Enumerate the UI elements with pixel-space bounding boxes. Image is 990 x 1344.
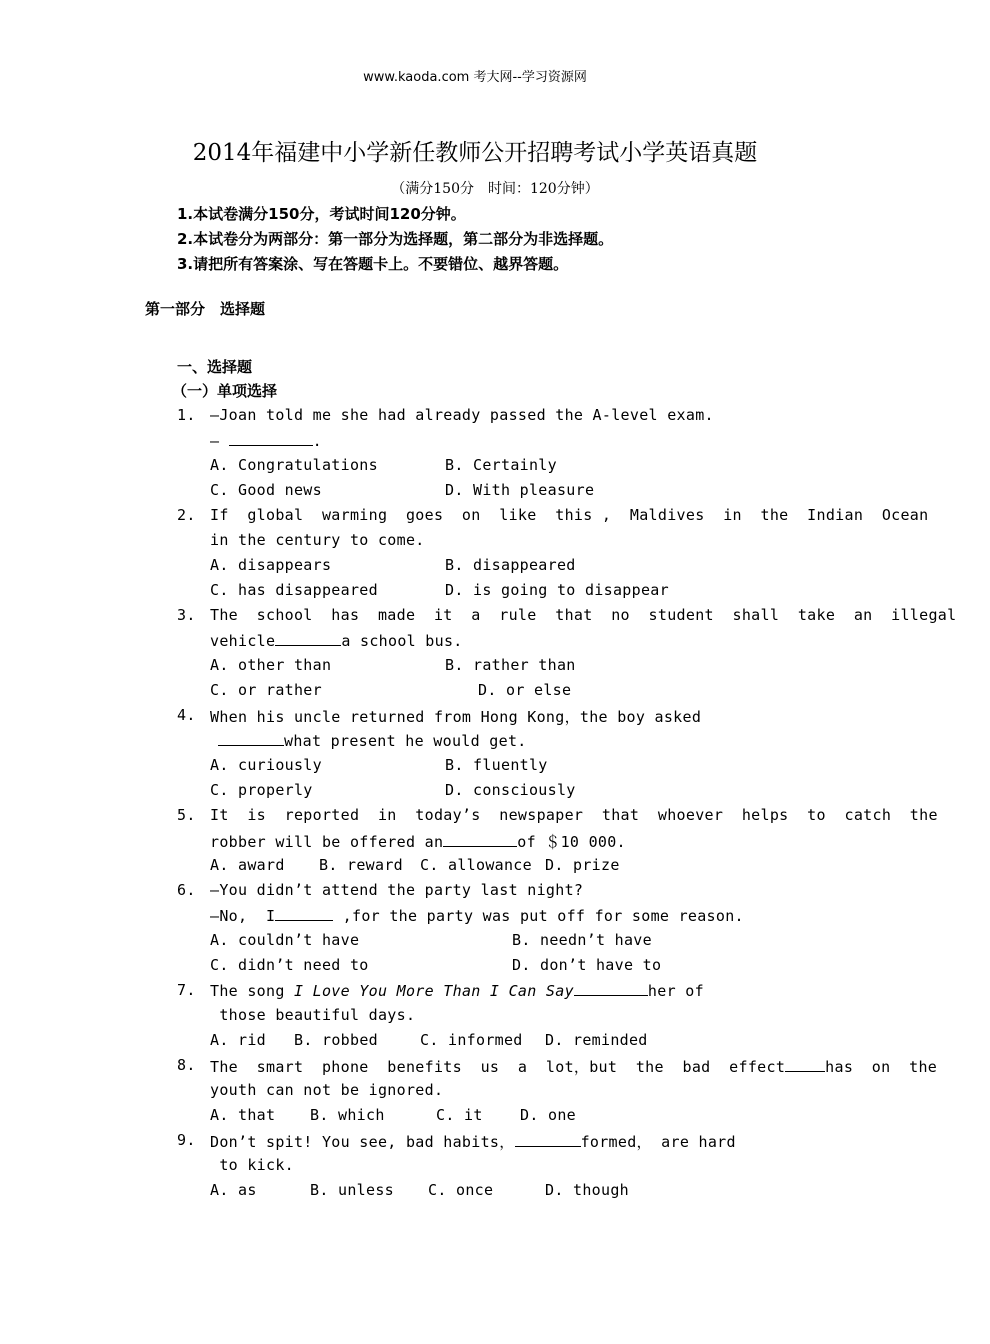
question-line2: youth can not be ignored. (210, 1081, 444, 1099)
option: C. once (428, 1181, 494, 1199)
option: D. don’t have to (512, 956, 662, 974)
option: D. consciously (445, 781, 576, 799)
question-number: 5. (177, 806, 196, 824)
answer-blank (443, 832, 517, 847)
question-stem: The smart phone benefits us a lot，but the bad effect has on the (210, 1058, 938, 1076)
answer-blank (785, 1057, 825, 1072)
option: A. couldn’t have (210, 931, 360, 949)
option: D. With pleasure (445, 481, 595, 499)
instruction-1: 1.本试卷满分150分，考试时间120分钟。 (177, 205, 466, 223)
option: B. unless (310, 1181, 394, 1199)
option: D. or else (478, 681, 572, 699)
question-stem: The school has made it a rule that no student shall take an illegal (210, 606, 957, 624)
answer-blank (218, 731, 284, 746)
question-line2: vehicle a school bus. (210, 632, 463, 650)
option: C. informed (420, 1031, 523, 1049)
option: C. Good news (210, 481, 322, 499)
question-stem: —Joan told me she had already passed the A-level exam. (210, 406, 714, 424)
question-stem: It is reported in today’s newspaper that whoever helps to catch the (210, 806, 938, 824)
question-line2: —No, I ,for the party was put off for some reason. (210, 907, 744, 925)
option: A. award (210, 856, 285, 874)
option: A. Congratulations (210, 456, 378, 474)
option: A. other than (210, 656, 332, 674)
option: B. fluently (445, 756, 548, 774)
option: C. didn’t need to (210, 956, 369, 974)
option: C. it (436, 1106, 483, 1124)
option: B. rather than (445, 656, 576, 674)
option: D. one (520, 1106, 576, 1124)
question-number: 7. (177, 981, 196, 999)
question-stem: If global warming goes on like this , Maldives in the Indian Ocean (210, 506, 929, 524)
option: B. reward (319, 856, 403, 874)
option: B. which (310, 1106, 385, 1124)
option: B. needn’t have (512, 931, 652, 949)
option: A. disappears (210, 556, 332, 574)
question-line2: in the century to come. (210, 531, 425, 549)
option: C. or rather (210, 681, 322, 699)
answer-blank (275, 906, 333, 921)
option: B. robbed (294, 1031, 378, 1049)
instruction-3: 3.请把所有答案涂、写在答题卡上。不要错位、越界答题。 (177, 255, 569, 273)
part-heading: 第一部分 选择题 (145, 300, 266, 318)
option: C. has disappeared (210, 581, 378, 599)
exam-title: 2014年福建中小学新任教师公开招聘考试小学英语真题 (192, 140, 758, 166)
question-number: 1. (177, 406, 196, 424)
question-number: 9. (177, 1131, 196, 1149)
option: C. allowance (420, 856, 532, 874)
instruction-2: 2.本试卷分为两部分：第一部分为选择题，第二部分为非选择题。 (177, 230, 614, 248)
question-number: 8. (177, 1056, 196, 1074)
option: D. though (545, 1181, 629, 1199)
option: D. is going to disappear (445, 581, 669, 599)
exam-subtitle: （满分150分 时间：120分钟） (391, 181, 599, 197)
question-number: 2. (177, 506, 196, 524)
question-line2: robber will be offered an of ＄10 000. (210, 833, 626, 851)
answer-blank (275, 631, 341, 646)
subsection-heading: （一）单项选择 (172, 382, 278, 400)
page-header: www.kaoda.com 考大网--学习资源网 (363, 70, 587, 85)
question-line2: — . (210, 432, 323, 450)
section-heading: 一、选择题 (177, 358, 253, 376)
option: A. that (210, 1106, 276, 1124)
question-number: 6. (177, 881, 196, 899)
answer-blank (229, 431, 313, 446)
option: B. Certainly (445, 456, 557, 474)
question-number: 3. (177, 606, 196, 624)
answer-blank (515, 1132, 581, 1147)
question-stem: —You didn’t attend the party last night? (210, 881, 584, 899)
option: A. curiously (210, 756, 322, 774)
question-number: 4. (177, 706, 196, 724)
question-stem: When his uncle returned from Hong Kong，the boy asked (210, 708, 702, 726)
option: B. disappeared (445, 556, 576, 574)
question-stem: The song I Love You More Than I Can Say her of (210, 982, 704, 1000)
question-line2: to kick. (210, 1156, 294, 1174)
question-stem: Don’t spit! You see, bad habits， formed， are hard (210, 1133, 736, 1151)
song-title: I Love You More Than I Can Say (293, 982, 574, 1000)
question-line2: what present he would get. (218, 731, 527, 750)
option: D. prize (545, 856, 620, 874)
option: C. properly (210, 781, 313, 799)
option: A. as (210, 1181, 257, 1199)
question-line2: those beautiful days. (210, 1006, 416, 1024)
option: D. reminded (545, 1031, 648, 1049)
option: A. rid (210, 1031, 266, 1049)
answer-blank (574, 981, 648, 996)
